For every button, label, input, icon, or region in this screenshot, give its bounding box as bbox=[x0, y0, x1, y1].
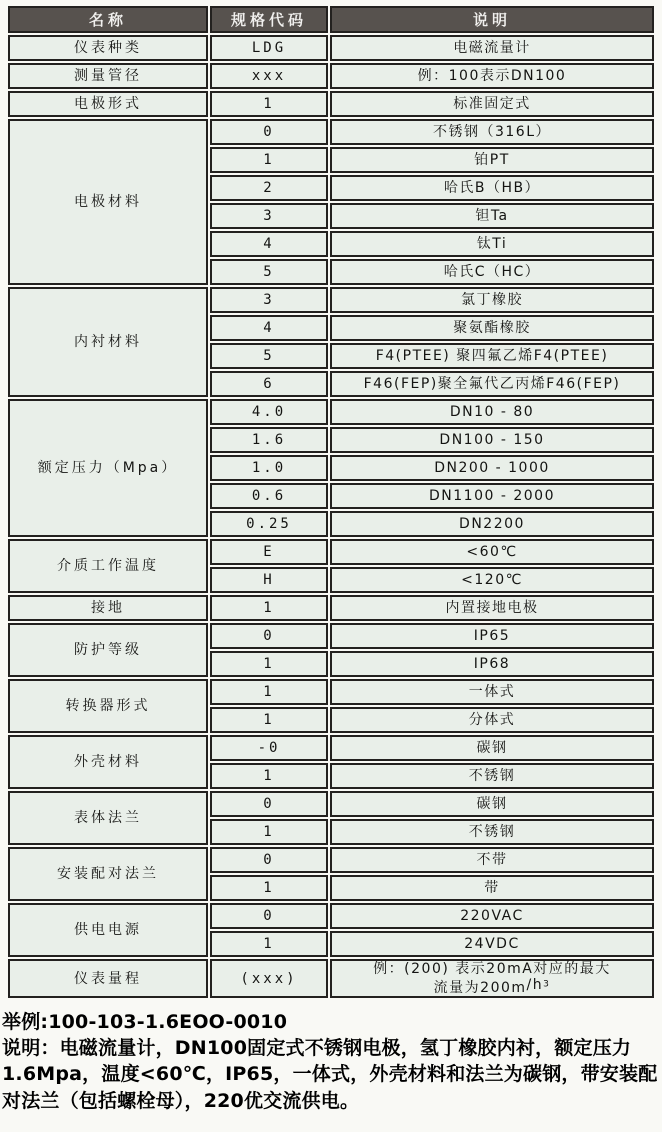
table-row bbox=[8, 119, 654, 145]
header-row bbox=[8, 6, 654, 33]
table-row bbox=[8, 791, 654, 817]
code-cell: E bbox=[210, 539, 328, 565]
code-cell: 1 bbox=[210, 875, 328, 901]
row-group-label: 外壳材料 bbox=[8, 735, 208, 789]
desc-cell: 氯丁橡胶 bbox=[330, 287, 654, 313]
desc-cell bbox=[330, 959, 654, 998]
code-cell: 1 bbox=[210, 763, 328, 789]
code-cell: xxx bbox=[210, 63, 328, 89]
column-header-desc: 说明 bbox=[330, 6, 654, 33]
table-row bbox=[8, 91, 654, 117]
code-cell: 5 bbox=[210, 343, 328, 369]
desc-cell: 分体式 bbox=[330, 707, 654, 733]
flow-unit: /h bbox=[526, 977, 544, 994]
desc-cell: F4(PTEE) 聚四氟乙烯F4(PTEE) bbox=[330, 343, 654, 369]
table-row bbox=[8, 35, 654, 61]
desc-cell: 哈氏C（HC） bbox=[330, 259, 654, 285]
row-group-label: 仪表量程 bbox=[8, 959, 208, 998]
code-cell: 1 bbox=[210, 595, 328, 621]
code-cell: 0 bbox=[210, 119, 328, 145]
table-row bbox=[8, 595, 654, 621]
desc-cell: 不锈钢（316L） bbox=[330, 119, 654, 145]
code-cell: 2 bbox=[210, 175, 328, 201]
row-group-label: 额定压力（Mpa） bbox=[8, 399, 208, 537]
desc-cell: IP68 bbox=[330, 651, 654, 677]
code-cell: (xxx) bbox=[210, 959, 328, 998]
row-group-label: 测量管径 bbox=[8, 63, 208, 89]
desc-cell: 聚氨酯橡胶 bbox=[330, 315, 654, 341]
code-cell: 0 bbox=[210, 903, 328, 929]
code-cell: 0.6 bbox=[210, 483, 328, 509]
row-group-label: 表体法兰 bbox=[8, 791, 208, 845]
desc-cell: <120℃ bbox=[330, 567, 654, 593]
code-cell: 1 bbox=[210, 819, 328, 845]
desc-cell: 电磁流量计 bbox=[330, 35, 654, 61]
desc-cell: 铂PT bbox=[330, 147, 654, 173]
desc-cell: DN100 - 150 bbox=[330, 427, 654, 453]
code-cell: 4.0 bbox=[210, 399, 328, 425]
desc-cell: F46(FEP)聚全氟代乙丙烯F46(FEP) bbox=[330, 371, 654, 397]
desc-cell: 标准固定式 bbox=[330, 91, 654, 117]
desc-cell: 带 bbox=[330, 875, 654, 901]
desc-cell: IP65 bbox=[330, 623, 654, 649]
flow-unit-superscript: 3 bbox=[543, 979, 551, 990]
desc-cell: 钽Ta bbox=[330, 203, 654, 229]
example-code-line: 举例:100-103-1.6EOO-0010 bbox=[2, 1011, 288, 1034]
desc-cell: 钛Ti bbox=[330, 231, 654, 257]
desc-line-1: 例：(200) 表示20mA对应的最大 bbox=[373, 961, 611, 977]
desc-cell: 一体式 bbox=[330, 679, 654, 705]
code-cell: 1.6 bbox=[210, 427, 328, 453]
code-cell: H bbox=[210, 567, 328, 593]
desc-cell: 不锈钢 bbox=[330, 819, 654, 845]
desc-cell: 哈氏B（HB） bbox=[330, 175, 654, 201]
code-cell: -0 bbox=[210, 735, 328, 761]
code-cell: 0 bbox=[210, 623, 328, 649]
code-cell: 1 bbox=[210, 651, 328, 677]
desc-cell: 例：100表示DN100 bbox=[330, 63, 654, 89]
column-header-name: 名称 bbox=[8, 6, 208, 33]
code-cell: 4 bbox=[210, 231, 328, 257]
desc-cell: 220VAC bbox=[330, 903, 654, 929]
desc-cell: DN10 - 80 bbox=[330, 399, 654, 425]
row-group-label: 仪表种类 bbox=[8, 35, 208, 61]
desc-cell: 碳钢 bbox=[330, 735, 654, 761]
desc-cell: DN200 - 1000 bbox=[330, 455, 654, 481]
note-line: 说明：电磁流量计，DN100固定式不锈钢电极，氢丁橡胶内衬，额定压力1.6Mpa，温度<60℃，IP65，一体式，外壳材料和法兰为碳钢，带安装配对法兰（包括螺栓母），220优交流供电。 bbox=[2, 1037, 658, 1112]
table-row bbox=[8, 679, 654, 705]
table-row bbox=[8, 959, 654, 998]
desc-cell: <60℃ bbox=[330, 539, 654, 565]
desc-cell: 内置接地电极 bbox=[330, 595, 654, 621]
desc-cell: DN1100 - 2000 bbox=[330, 483, 654, 509]
row-group-label: 转换器形式 bbox=[8, 679, 208, 733]
row-group-label: 接地 bbox=[8, 595, 208, 621]
code-cell: 3 bbox=[210, 287, 328, 313]
desc-cell: DN2200 bbox=[330, 511, 654, 537]
code-cell: 1 bbox=[210, 147, 328, 173]
footnotes bbox=[2, 1007, 660, 1114]
code-cell: 1 bbox=[210, 679, 328, 705]
table-row bbox=[8, 735, 654, 761]
desc-cell: 24VDC bbox=[330, 931, 654, 957]
code-cell: 0 bbox=[210, 847, 328, 873]
table-row bbox=[8, 287, 654, 313]
code-cell: 5 bbox=[210, 259, 328, 285]
row-group-label: 供电电源 bbox=[8, 903, 208, 957]
table-row bbox=[8, 847, 654, 873]
code-cell: 1 bbox=[210, 707, 328, 733]
table-row bbox=[8, 539, 654, 565]
table-row bbox=[8, 623, 654, 649]
desc-cell: 不带 bbox=[330, 847, 654, 873]
row-group-label: 电极材料 bbox=[8, 119, 208, 285]
row-group-label: 内衬材料 bbox=[8, 287, 208, 397]
code-cell: 0.25 bbox=[210, 511, 328, 537]
desc-line-2: 流量为$200m/h^3$ bbox=[433, 977, 551, 997]
desc-cell: 碳钢 bbox=[330, 791, 654, 817]
code-cell: 3 bbox=[210, 203, 328, 229]
row-group-label: 防护等级 bbox=[8, 623, 208, 677]
code-cell: 1 bbox=[210, 931, 328, 957]
code-cell: 0 bbox=[210, 791, 328, 817]
table-row bbox=[8, 399, 654, 425]
table-row bbox=[8, 903, 654, 929]
code-cell: 4 bbox=[210, 315, 328, 341]
column-header-code: 规格代码 bbox=[210, 6, 328, 33]
table-row bbox=[8, 63, 654, 89]
code-cell: 1 bbox=[210, 91, 328, 117]
spec-table bbox=[6, 4, 656, 1000]
code-cell: 6 bbox=[210, 371, 328, 397]
desc-cell: 不锈钢 bbox=[330, 763, 654, 789]
row-group-label: 电极形式 bbox=[8, 91, 208, 117]
row-group-label: 安装配对法兰 bbox=[8, 847, 208, 901]
code-cell: 1.0 bbox=[210, 455, 328, 481]
code-cell: LDG bbox=[210, 35, 328, 61]
row-group-label: 介质工作温度 bbox=[8, 539, 208, 593]
